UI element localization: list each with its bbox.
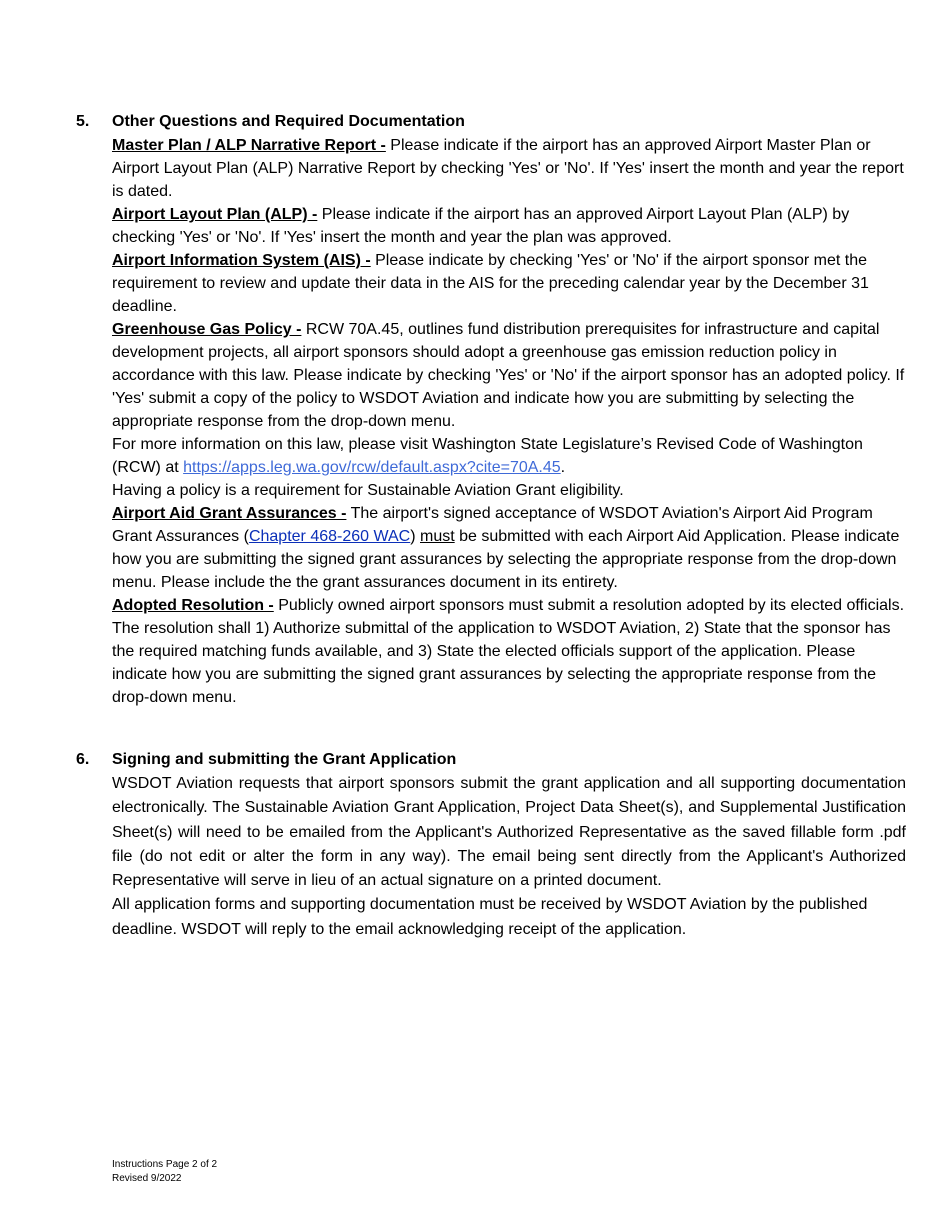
electronic-submission-paragraph: WSDOT Aviation requests that airport sponsors submit the grant application and all supporting documentation electronically. The Sustainable Aviation Grant Application, Project Data Sheet(s), and Supplemental Justification Sheet(s) will need to be emailed from the Applicant's Authorized Representative as the saved fillable form .pdf file (do not edit or alter the form in any way). The email being sent directly from the Applicant's Authorized Representative will serve in lieu of an actual signature on a printed document.: [112, 775, 906, 890]
wac-link[interactable]: Chapter 468-260 WAC: [248, 528, 411, 545]
alp-text: Please indicate if the airport has an approved Airport Layout Plan (ALP) by checking 'Yes' or 'No'. If 'Yes' insert the month and year the plan was approved.: [112, 206, 850, 246]
section-number: 6.: [76, 751, 90, 768]
alp-paragraph: [112, 203, 906, 249]
section-heading: [76, 750, 906, 770]
section-other-questions: [76, 112, 906, 709]
must-emphasis: must: [420, 528, 455, 545]
page-footer: [112, 1158, 217, 1186]
master-plan-label: Master Plan / ALP Narrative Report -: [112, 137, 386, 154]
ais-text: Please indicate by checking 'Yes' or 'No' if the airport sponsor met the requirement to review and update their data in the AIS for the preceding calendar year by the December 31 deadline.: [112, 252, 869, 315]
grant-assurances-label: Airport Aid Grant Assurances -: [112, 505, 347, 522]
ghg-policy-paragraph: [112, 318, 906, 433]
section-heading: [76, 112, 906, 132]
section-title: Signing and submitting the Grant Application: [112, 751, 457, 768]
adopted-resolution-label: Adopted Resolution -: [112, 597, 274, 614]
ghg-policy-label: Greenhouse Gas Policy -: [112, 321, 302, 338]
policy-requirement-paragraph: [112, 479, 906, 502]
footer-page-number: Instructions Page 2 of 2: [112, 1159, 218, 1170]
more-info-text: For more information on this law, please visit Washington State Legislature’s Revised Code of Washington (RCW) at: [112, 436, 863, 476]
master-plan-paragraph: [112, 134, 906, 203]
more-info-paragraph: [112, 433, 906, 479]
grant-assurances-paragraph: [112, 502, 906, 594]
master-plan-text: Please indicate if the airport has an approved Airport Master Plan or Airport Layout Plan (ALP) Narrative Report by checking 'Yes' or 'No'. If 'Yes' insert the month and year the report is dated.: [112, 137, 904, 200]
adopted-resolution-paragraph: [112, 594, 906, 709]
ais-paragraph: [112, 249, 906, 318]
section-signing-submitting: [76, 750, 906, 942]
grant-assurances-text-2: ): [410, 528, 420, 545]
policy-requirement-text: Having a policy is a requirement for Sustainable Aviation Grant eligibility.: [112, 482, 624, 499]
section-title: Other Questions and Required Documentation: [112, 113, 465, 130]
more-info-period: .: [560, 459, 566, 476]
adopted-resolution-text: Publicly owned airport sponsors must submit a resolution adopted by its elected officials. The resolution shall 1) Authorize submittal of the application to WSDOT Aviation, 2) State that the sponsor has the required matching funds available, and 3) State the elected officials support of the application. Please indicate how you are submitting the signed grant assurances by selecting the appropriate response from the drop-down menu.: [112, 597, 905, 706]
rcw-link[interactable]: https://apps.leg.wa.gov/rcw/default.aspx?cite=70A.45: [183, 459, 561, 476]
grant-assurances-text-3: be submitted with each Airport Aid Application. Please indicate how you are submitting the signed grant assurances by selecting the appropriate response from the drop-down menu. Please include the the grant assurances document in its entirety.: [112, 528, 900, 591]
section-number: 5.: [76, 113, 90, 130]
deadline-paragraph: All application forms and supporting documentation must be received by WSDOT Aviation by the published deadline. WSDOT will reply to the email acknowledging receipt of the application.: [112, 896, 868, 938]
footer-revision: Revised 9/2022: [112, 1173, 182, 1184]
alp-label: Airport Layout Plan (ALP) -: [112, 206, 318, 223]
ais-label: Airport Information System (AIS) -: [112, 252, 371, 269]
ghg-policy-text: RCW 70A.45, outlines fund distribution prerequisites for infrastructure and capital development projects, all airport sponsors should adopt a greenhouse gas emission reduction policy in accordance with this law. Please indicate by checking 'Yes' or 'No' if the airport sponsor has an adopted policy. If 'Yes' submit a copy of the policy to WSDOT Aviation and indicate how you are submitting by selecting the appropriate response from the drop-down menu.: [112, 321, 905, 430]
section-body: [76, 772, 906, 942]
grant-assurances-text-1: The airport's signed acceptance of WSDOT Aviation's Airport Aid Program Grant Assurances (: [112, 505, 873, 545]
